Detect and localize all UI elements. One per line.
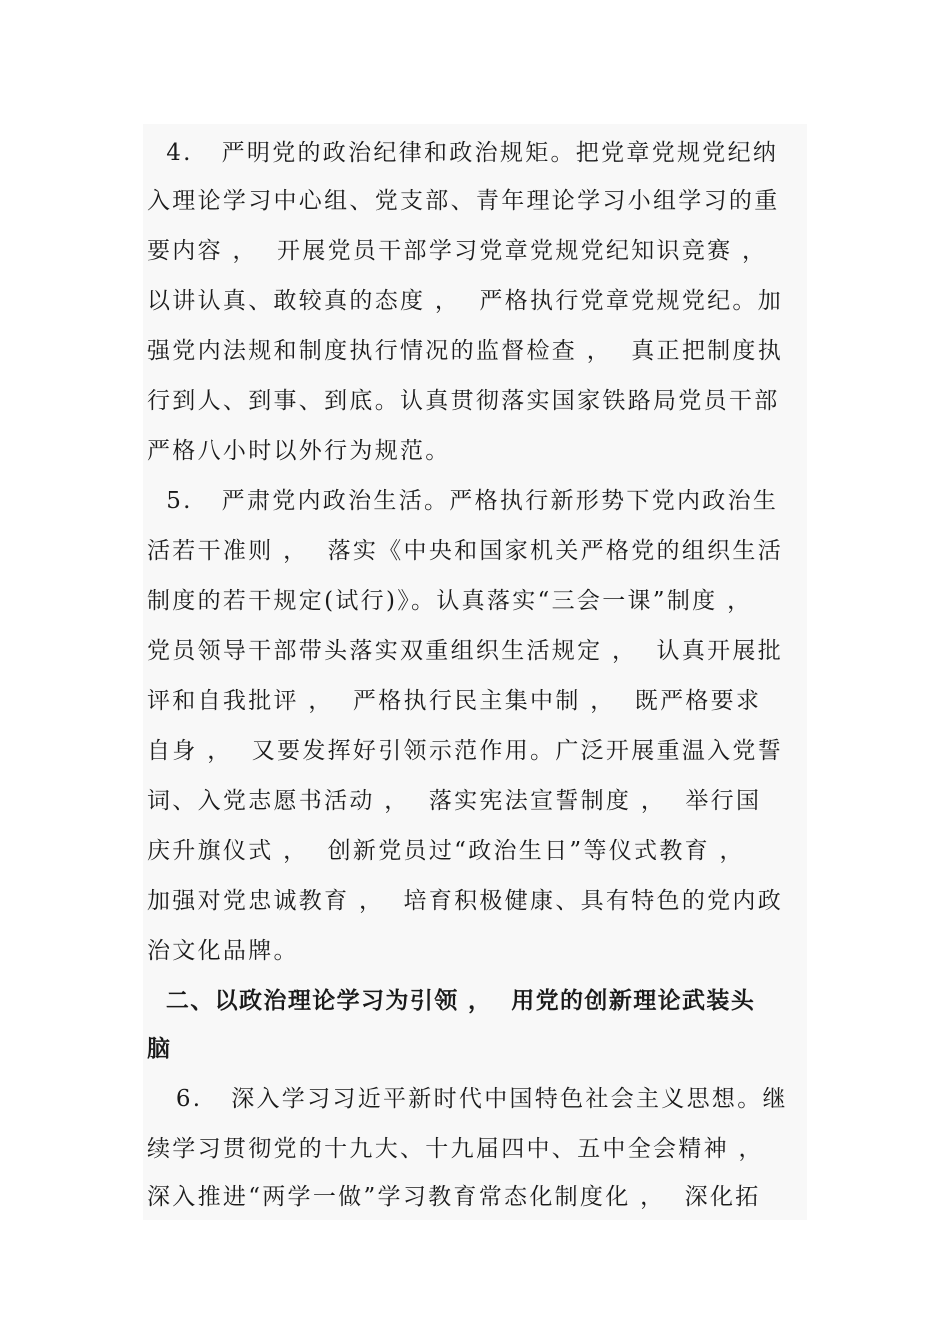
paragraph-5-line-6: 自身 ， 又要发挥好引领示范作用。广泛开展重温入党誓 bbox=[147, 738, 784, 764]
paragraph-5-line-5: 评和自我批评 ， 严格执行民主集中制 ， 既严格要求 bbox=[147, 688, 762, 714]
paragraph-6-line-2: 续学习贯彻党的十九大、十九届四中、五中全会精神 ， bbox=[147, 1136, 764, 1162]
paragraph-5-line-8: 庆升旗仪式 ， 创新党员过“政治生日”等仪式教育 ， bbox=[147, 838, 745, 864]
paragraph-6-line-3: 深入推进“两学一做”学习教育常态化制度化 ， 深化拓 bbox=[147, 1184, 761, 1210]
document-body bbox=[143, 124, 807, 1220]
paragraph-4-line-6: 行到人、到事、到底。认真贯彻落实国家铁路局党员干部 bbox=[147, 388, 780, 414]
paragraph-4-line-5: 强党内法规和制度执行情况的监督检查 ， 真正把制度执 bbox=[147, 338, 784, 364]
paragraph-4-line-7: 严格八小时以外行为规范。 bbox=[147, 438, 451, 464]
paragraph-4-line-3: 要内容 ， 开展党员干部学习党章党规党纪知识竞赛 ， bbox=[147, 238, 768, 264]
paragraph-5-line-7: 词、入党志愿书活动 ， 落实宪法宣誓制度 ， 举行国 bbox=[147, 788, 762, 814]
paragraph-5-line-2: 活若干准则 ， 落实《中央和国家机关严格党的组织生活 bbox=[147, 538, 784, 564]
paragraph-5-line-1: 5. 严肃党内政治生活。严格执行新形势下党内政治生 bbox=[147, 488, 779, 514]
paragraph-4-line-4: 以讲认真、敢较真的态度 ， 严格执行党章党规党纪。加 bbox=[147, 288, 784, 314]
paragraph-5-line-9: 加强对党忠诚教育 ， 培育积极健康、具有特色的党内政 bbox=[147, 888, 784, 914]
paragraph-5-line-3: 制度的若干规定(试行)》。认真落实“三会一课”制度 ， bbox=[147, 588, 753, 614]
section-heading-line-2: 脑 bbox=[147, 1036, 172, 1062]
paragraph-5-line-4: 党员领导干部带头落实双重组织生活规定 ， 认真开展批 bbox=[147, 638, 784, 664]
paragraph-4-line-1: 4. 严明党的政治纪律和政治规矩。把党章党规党纪纳 bbox=[147, 140, 779, 166]
paragraph-4-line-2: 入理论学习中心组、党支部、青年理论学习小组学习的重 bbox=[147, 188, 780, 214]
paragraph-5-line-10: 治文化品牌。 bbox=[147, 938, 299, 964]
paragraph-6-line-1: 6. 深入学习习近平新时代中国特色社会主义思想。继 bbox=[147, 1086, 788, 1112]
section-heading-line-1: 二、以政治理论学习为引领 ， 用党的创新理论武装头 bbox=[147, 988, 756, 1014]
